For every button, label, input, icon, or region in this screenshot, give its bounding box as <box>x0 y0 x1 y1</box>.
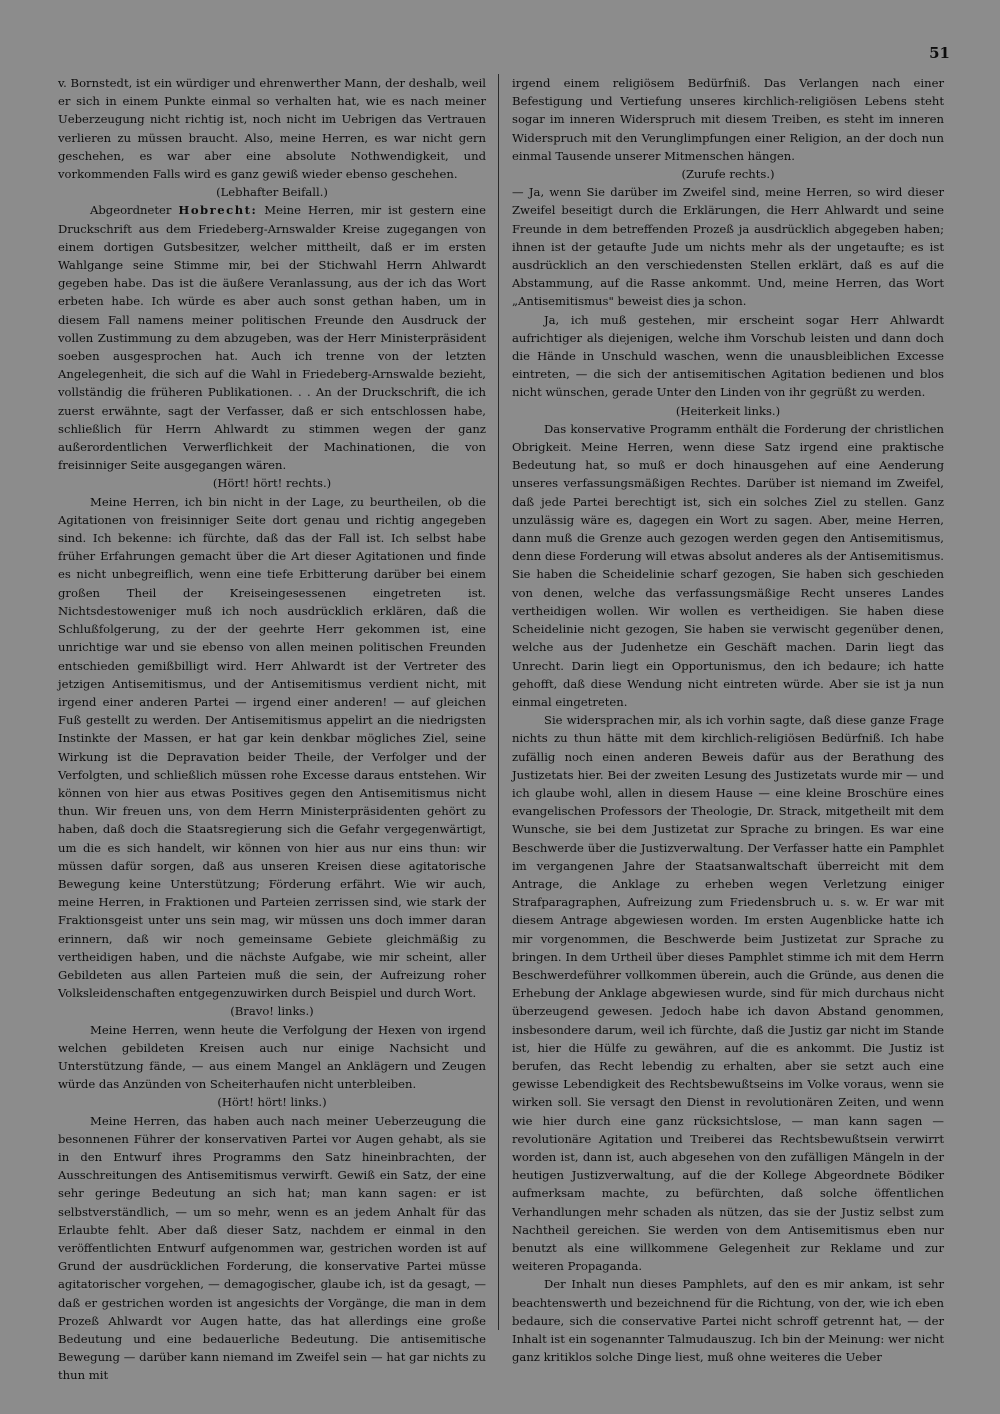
paragraph: Sie widersprachen mir, als ich vorhin sagte, daß diese ganze Frage nichts zu thun hätte mit dem kirchlich-religiösen Bedürfniß. Ich habe zufällig noch einen anderen Beweis dafür aus der Berathung des Justizetats hier. Bei der zweiten Lesung des Justizetats wurde mir — und ich glaube wohl, allen in diesem Hause — eine kleine Broschüre eines evangelischen Professors der Theologie, Dr. Strack, mitgetheilt mit dem Wunsche, sie bei dem Justizetat zur Sprache zu bringen. Es war eine Beschwerde über die Justizverwaltung. Der Verfasser hatte ein Pamphlet im vergangenen Jahre der Staatsanwaltschaft überreicht mit dem Antrage, die Anklage zu erheben wegen Verletzung einiger Strafparagraphen, Aufreizung zum Friedensbruch u. s. w. Er war mit diesem Antrage abgewiesen worden. Im ersten Augenblicke hatte ich mir vorgenommen, die Beschwerde beim Justizetat zur Sprache zu bringen. In dem Urtheil über dieses Pamphlet stimme ich mit dem Herrn Beschwerdeführer vollkommen überein, auch die Gründe, aus denen die Erhebung der Anklage abgewiesen wurde, sind für mich durchaus nicht überzeugend gewesen. Jedoch habe ich davon Abstand genommen, insbesondere darum, weil ich fürchte, daß die Justiz gar nicht im Stande ist, hier die Hülfe zu gewähren, auf die es ankommt. Die Justiz ist berufen, das Recht lebendig zu erhalten, aber sie setzt auch eine gewisse Lebendigkeit des Rechtsbewußtseins im Volke voraus, wenn sie wirken soll. Sie versagt den Dienst in revolutionären Zeiten, und wenn wie hier durch eine ganz rücksichtslose, — man kann sagen — revolutionäre Agitation und Treiberei das Rechtsbewußtsein verwirrt worden ist, dann ist, auch abgesehen von den zufälligen Mängeln in der heutigen Justizverwaltung, auf die der Kollege Abgeordnete Bödiker aufmerksam machte, zu befürchten, daß solche öffentlichen Verhandlungen mehr schaden als nützen, das sie der Justiz selbst zum Nachtheil gereichen. Sie werden von dem Antisemitismus eben nur benutzt als eine willkommene Gelegenheit zur Reklame und zur weiteren Propaganda. <box>512 713 944 1274</box>
paragraph: — Ja, wenn Sie darüber im Zweifel sind, meine Herren, so wird dieser Zweifel beseitigt durch die Erklärungen, die Herr Ahlwardt und seine Freunde in dem betreffenden Prozeß ja ausdrücklich abgegeben haben; ihnen ist der getaufte Jude um nichts mehr als der ungetaufte; es ist ausdrücklich an den verschiedensten Stellen erklärt, daß es auf die Abstammung, auf die Rasse ankommt. Und, meine Herren, das Wort „Antisemitismus" beweist dies ja schon. <box>512 185 944 309</box>
speaker-name: Hobrecht: <box>178 203 258 218</box>
interjection: (Zurufe rechts.) <box>681 167 775 182</box>
paragraph: Der Inhalt nun dieses Pamphlets, auf den es mir ankam, ist sehr beachtenswerth und bezeichnend für die Richtung, von der, wie ich eben bedaure, sich die conservative Partei nicht schroff getrennt hat, — der Inhalt ist ein sogenannter Talmudauszug. Ich bin der Meinung: wer nicht ganz kritiklos solche Dinge liest, muß ohne weiteres die Ueber <box>512 1277 944 1365</box>
paragraph-text: Meine Herren, mir ist gestern eine Druckschrift aus dem Friedeberg-Arnswalder Kreise zugegangen von einem dortigen Gutsbesitzer, welcher mittheilt, daß er im ersten Wahlgange seine Stimme mir, bei der Stichwahl Herrn Ahlwardt gegeben habe. Das ist die äußere Veranlassung, aus der ich das Wort erbeten habe. Ich würde es aber auch sonst gethan haben, um in diesem Fall namens meiner politischen Freunde den Ausdruck der vollen Zustimmung zu dem abzugeben, was der Herr Ministerpräsident soeben ausgesprochen hat. Auch ich trenne von der letzten Angelegenheit, die sich auf die Wahl in Friedeberg-Arnswalde bezieht, vollständig die früheren Publikationen. . . An der Druckschrift, die ich zuerst erwähnte, sagt der Verfasser, daß er sich entschlossen habe, schließlich für Herrn Ahlwardt zu stimmen wegen der ganz außerordentlichen Verwerflichkeit der Machinationen, die von freisinniger Seite ausgegangen wären. <box>58 203 487 473</box>
interjection: (Bravo! links.) <box>230 1004 314 1019</box>
interjection: (Hört! hört! rechts.) <box>212 476 332 491</box>
right-column <box>512 74 944 1366</box>
column-divider <box>498 74 499 1330</box>
left-column <box>58 74 486 1385</box>
speaker-paragraph <box>58 201 486 474</box>
paragraph: irgend einem religiösem Bedürfniß. Das Verlangen nach einer Befestigung und Vertiefung unseres kirchlich-religiösen Lebens steht sogar im inneren Widerspruch mit diesem Treiben, es steht im inneren Widerspruch mit den Verunglimpfungen einer Religion, an der doch nun einmal Tausende unserer Mitmenschen hängen. <box>512 76 944 163</box>
speaker-prefix: Abgeordneter <box>90 203 172 218</box>
interjection: (Heiterkeit links.) <box>675 403 781 418</box>
paragraph: Meine Herren, wenn heute die Verfolgung der Hexen von irgend welchen gebildeten Kreisen auch nur einige Nachsicht und Unterstützung fände, — aus einem Mangel an Anklägern und Zeugen würde das Anzünden von Scheiterhaufen nicht unterbleiben. <box>58 1022 486 1092</box>
interjection: (Hört! hört! links.) <box>217 1095 327 1110</box>
paragraph: v. Bornstedt, ist ein würdiger und ehrenwerther Mann, der deshalb, weil er sich in einem Punkte einmal so verhalten hat, wie es nach meiner Ueberzeugung nicht richtig ist, noch nicht im Uebrigen das Vertrauen verlieren zu müssen braucht. Also, meine Herren, es war nicht gern geschehen, es war aber eine absolute Nothwendigkeit, und vorkommenden Falls wird es ganz gewiß wieder ebenso geschehen. <box>58 76 486 182</box>
paragraph: Das konservative Programm enthält die Forderung der christlichen Obrigkeit. Meine Herren, wenn diese Satz irgend eine praktische Bedeutung hat, so muß er doch hinausgehen auf eine Aenderung unseres verfassungsmäßigen Rechtes. Darüber ist niemand im Zweifel, daß jede Partei berechtigt ist, sich ein solches Ziel zu stellen. Ganz unzulässig wäre es, dagegen ein Wort zu sagen. Aber, meine Herren, dann muß die Grenze auch gezogen werden gegen den Antisemitismus, denn diese Forderung will etwas absolut anderes als der Antisemitismus. Sie haben die Scheidelinie scharf gezogen, Sie haben sich geschieden von denen, welche das verfassungsmäßige Recht unseres Landes vertheidigen wollen. Wir wollen es vertheidigen. Sie haben diese Scheidelinie nicht gezogen, Sie haben sie verwischt gegenüber denen, welche aus der Judenhetze ein Geschäft machen. Darin liegt das Unrecht. Darin liegt ein Opportunismus, den ich bedaure; ich hatte gehofft, daß diese Wendung nicht eintreten würde. Aber sie ist ja nun einmal eingetreten. <box>512 421 944 709</box>
paragraph: Meine Herren, ich bin nicht in der Lage, zu beurtheilen, ob die Agitationen von freisinniger Seite dort genau und richtig angegeben sind. Ich bekenne: ich fürchte, daß das der Fall ist. Ich selbst habe früher Erfahrungen gemacht über die Art dieser Agitationen und finde es nicht unbegreiflich, wenn eine tiefe Erbitterung darüber bei einem großen Theil der Kreiseingesessenen eingetreten ist. Nichtsdestoweniger muß ich noch ausdrücklich erklären, daß die Schlußfolgerung, zu der der geehrte Herr gekommen ist, eine unrichtige war und sie ebenso von allen meinen politischen Freunden entschieden gemißbilligt wird. Herr Ahlwardt ist der Vertreter des jetzigen Antisemitismus, und der Antisemitismus verdient nicht, mit irgend einer anderen Partei — irgend einer anderen! — auf gleichen Fuß gestellt zu werden. Der Antisemitismus appelirt an die niedrigsten Instinkte der Massen, er hat gar kein denkbar mögliches Ziel, seine Wirkung ist die Depravation beider Theile, der Verfolger und der Verfolgten, und schließlich müssen rohe Excesse daraus entstehen. Wir können von hier aus etwas Positives gegen den Antisemitismus nicht thun. Wir freuen uns, von dem Herrn Ministerpräsidenten gehört zu haben, daß doch die Staatsregierung sich die Gefahr vergegenwärtigt, um die es sich handelt, wir können von hier aus nur eins thun: wir müssen dafür sorgen, daß aus unseren Kreisen diese agitatorische Bewegung keine Unterstützung; Förderung erfährt. Wie wir auch, meine Herren, in Fraktionen und Parteien zerrissen sind, wie stark der Fraktionsgeist unter uns sein mag, wir müssen uns doch immer daran erinnern, daß wir noch gemeinsame Gebiete gleichmäßig zu vertheidigen haben, und die nächste Aufgabe, wie mir scheint, aller Gebildeten aus allen Parteien muß die sein, der Aufreizung roher Volksleidenschaften entgegenzuwirken durch Beispiel und durch Wort. <box>58 494 486 1001</box>
paragraph: Meine Herren, das haben auch nach meiner Ueberzeugung die besonnenen Führer der konservativen Partei vor Augen gehabt, als sie in den Entwurf ihres Programms den Satz hineinbrachten, der Ausschreitungen des Antisemitismus verwirft. Gewiß ein Satz, der eine sehr geringe Bedeutung an sich hat; man kann sagen: er ist selbstverständlich, — um so mehr, wenn es an jedem Anhalt für das Erlaubte fehlt. Aber daß dieser Satz, nachdem er einmal in den veröffentlichten Entwurf aufgenommen war, gestrichen worden ist auf Grund der ausdrücklichen Forderung, die konservative Partei müsse agitatorischer vorgehen, — demagogischer, glaube ich, ist da gesagt, — daß er gestrichen worden ist angesichts der Vorgänge, die man in dem Prozeß Ahlwardt vor Augen hatte, das hat allerdings eine große Bedeutung und eine bedauerliche Bedeutung. Die antisemitische Bewegung — darüber kann niemand im Zweifel sein — hat gar nichts zu thun mit <box>58 1113 486 1383</box>
paragraph: Ja, ich muß gestehen, mir erscheint sogar Herr Ahlwardt aufrichtiger als diejenigen, welche ihm Vorschub leisten und dann doch die Hände in Unschuld waschen, wenn die unausbleiblichen Excesse eintreten, — die sich der antisemitischen Agitation bedienen und blos nicht wünschen, gerade Unter den Linden von ihr gegrüßt zu werden. <box>512 312 944 400</box>
page-number: 51 <box>929 44 950 62</box>
interjection: (Lebhafter Beifall.) <box>216 185 328 200</box>
